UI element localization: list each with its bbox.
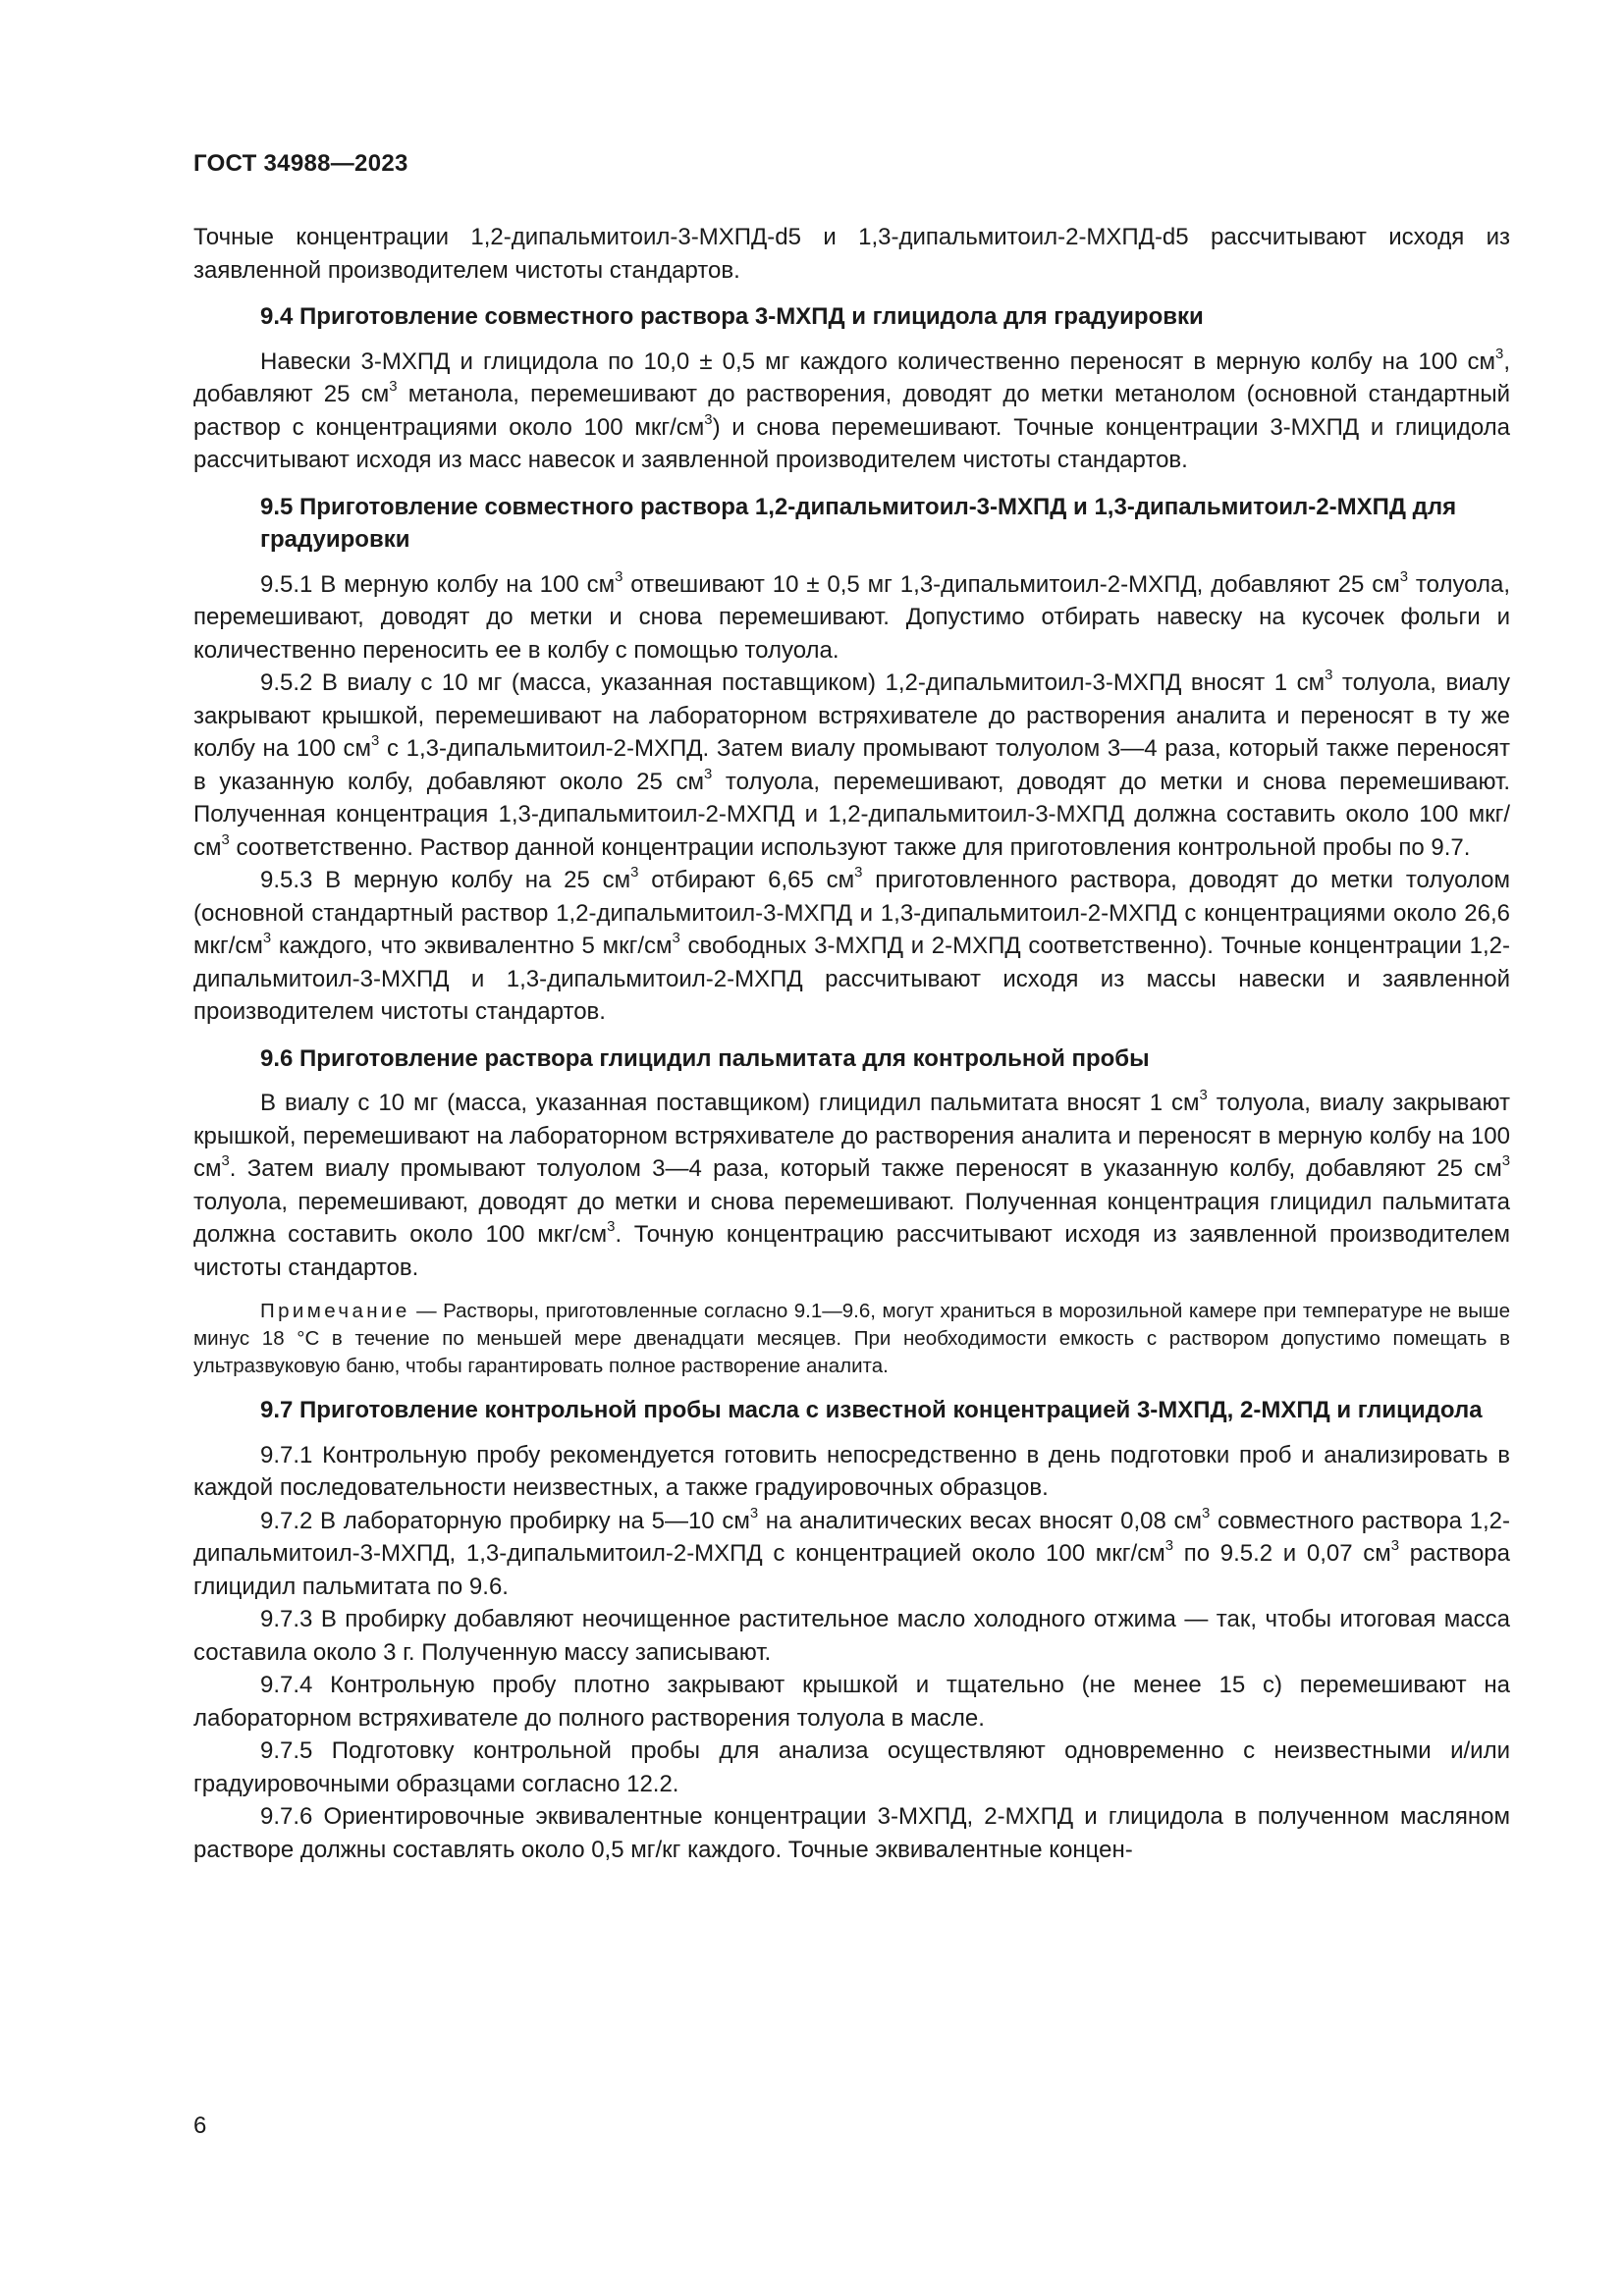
paragraph-9-7-1: 9.7.1 Контрольную пробу рекомендуется готовить непосредственно в день подготовки проб и анализировать в каждой последовательности неизвестных, а также градуировочных образцов. [193,1441,1510,1501]
paragraph-9-7-2: 9.7.2 В лабораторную пробирку на 5—10 $см^3$ на аналитических весах вносят 0,08 $см^3$ совместного раствора 1,2-дипальмитоил-3-МХПД, 1,3-дипальмитоил-2-МХПД с концентрацией около 100 мкг/$см^3$ по 9.5.2 и 0,07 $см^3$ раствора глицидил пальмитата по 9.6. [193,1505,1510,1600]
paragraph-9-7-4: 9.7.4 Контрольную пробу плотно закрывают крышкой и тщательно (не менее 15 с) перемешивают на лабораторном встряхивателе до полного растворения толуола в масле. [193,1672,1510,1732]
note-label: Примечание [260,1300,410,1322]
paragraph-9-5-1: 9.5.1 В мерную колбу на 100 $см^3$ отвешивают 10 ± 0,5 мг 1,3-дипальмитоил-2-МХПД, добавляют 25 $см^3$ толуола, перемешивают, доводят до метки и снова перемешивают. Допустимо отбирать навеску на кусочек фольги и количественно переносить ее в колбу с помощью толуола. [193,568,1510,664]
paragraph-9-4: Навески 3-МХПД и глицидола по 10,0 ± 0,5 мг каждого количественно переносят в мерную колбу на 100 $см^3$, добавляют 25 $см^3$ метанола, перемешивают до растворения, доводят до метки метанолом (основной стандартный раствор с концентрациями около 100 мкг/$см^3$) и снова перемешивают. Точные концентрации 3-МХПД и глицидола рассчитывают исходя из масс навесок и заявленной производителем чистоты стандартов. [193,346,1511,473]
page-number: 6 [193,2112,207,2139]
heading-9-4: 9.4 Приготовление совместного раствора 3-МХПД и глицидола для градуировки [260,303,1204,330]
standard-header: ГОСТ 34988—2023 [193,150,408,177]
heading-9-7: 9.7 Приготовление контрольной пробы масла с известной концентрацией 3-МХПД, 2-МХПД и глицидола [260,1397,1483,1423]
heading-9-6: 9.6 Приготовление раствора глицидил пальмитата для контрольной пробы [260,1044,1150,1072]
document-body [193,221,1510,1866]
note-paragraph: Примечание — Растворы, приготовленные согласно 9.1—9.6, могут храниться в морозильной камере при температуре не выше минус 18 °С в течение по меньшей мере двенадцати месяцев. При необходимости емкость с раствором допустимо помещать в ультразвуковую баню, чтобы гарантировать полное растворение аналита. [193,1300,1510,1377]
paragraph-9-7-5: 9.7.5 Подготовку контрольной пробы для анализа осуществляют одновременно с неизвестными и/или градуировочными образцами согласно 12.2. [193,1737,1510,1797]
paragraph-9-7-6: 9.7.6 Ориентировочные эквивалентные концентрации 3-МХПД, 2-МХПД и глицидола в полученном масляном растворе должны составлять около 0,5 мг/кг каждого. Точные эквивалентные концен- [193,1803,1510,1863]
paragraph-9-7-3: 9.7.3 В пробирку добавляют неочищенное растительное масло холодного отжима — так, чтобы итоговая масса составила около 3 г. Полученную массу записывают. [193,1606,1510,1666]
paragraph-9-6: В виалу с 10 мг (масса, указанная поставщиком) глицидил пальмитата вносят 1 $см^3$ толуола, виалу закрывают крышкой, перемешивают на лабораторном встряхивателе до растворения аналита и переносят в мерную колбу на 100 $см^3$. Затем виалу промывают толуолом 3—4 раза, который также переносят в указанную колбу, добавляют 25 $см^3$ толуола, перемешивают, доводят до метки и снова перемешивают. Полученная концентрация глицидил пальмитата должна составить около 100 мкг/$см^3$. Точную концентрацию рассчитывают исходя из заявленной производителем чистоты стандартов. [193,1087,1510,1281]
paragraph-9-5-3: 9.5.3 В мерную колбу на 25 $см^3$ отбирают 6,65 $см^3$ приготовленного раствора, доводят до метки толуолом (основной стандартный раствор 1,2-дипальмитоил-3-МХПД и 1,3-дипальмитоил-2-МХПД с концентрациями около 26,6 мкг/$см^3$ каждого, что эквивалентно 5 мкг/$см^3$ свободных 3-МХПД и 2-МХПД соответственно). Точные концентрации 1,2-дипальмитоил-3-МХПД и 1,3-дипальмитоил-2-МХПД рассчитывают исходя из массы навески и заявленной производителем чистоты стандартов. [193,864,1511,1025]
intro-paragraph: Точные концентрации 1,2-дипальмитоил-3-МХПД-d5 и 1,3-дипальмитоил-2-МХПД-d5 рассчитывают исходя из заявленной производителем чистоты стандартов. [193,224,1510,284]
heading-9-5: 9.5 Приготовление совместного раствора 1,2-дипальмитоил-3-МХПД и 1,3-дипальмитоил-2-МХПД для градуировки [260,493,1457,553]
paragraph-9-5-2: 9.5.2 В виалу с 10 мг (масса, указанная поставщиком) 1,2-дипальмитоил-3-МХПД вносят 1 $см^3$ толуола, виалу закрывают крышкой, перемешивают на лабораторном встряхивателе до растворения аналита и переносят в ту же колбу на 100 $см^3$ с 1,3-дипальмитоил-2-МХПД. Затем виалу промывают толуолом 3—4 раза, который также переносят в указанную колбу, добавляют около 25 $см^3$ толуола, перемешивают, доводят до метки и снова перемешивают. Полученная концентрация 1,3-дипальмитоил-2-МХПД и 1,2-дипальмитоил-3-МХПД должна составить около 100 мкг/$см^3$ соответственно. Раствор данной концентрации используют также для приготовления контрольной пробы по 9.7. [193,667,1510,861]
